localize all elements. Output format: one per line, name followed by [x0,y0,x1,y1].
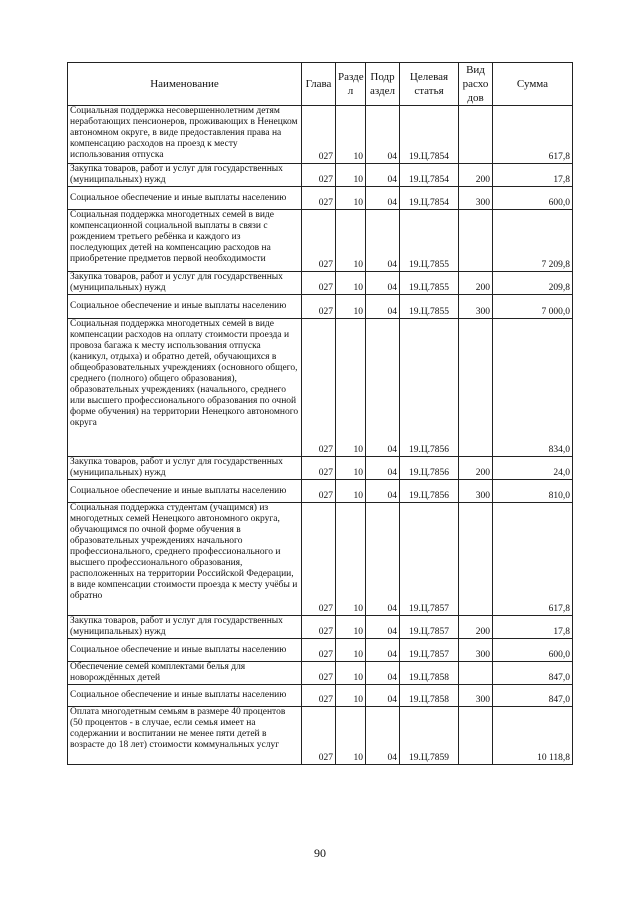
table-row [68,319,573,457]
cell-name: Оплата многодетным семьям в размере 40 процентов (50 процентов - в случае, если семья имеет на содержании и воспитании не менее пяти детей в возрасте до 18 лет) стоимости коммунальных услуг [68,707,302,765]
budget-table [67,62,573,765]
cell-article: 19.Ц.7855 [400,295,459,319]
header-subsection: Подр аздел [366,63,400,106]
table-row [68,503,573,616]
table-row [68,639,573,662]
cell-article: 19.Ц.7857 [400,503,459,616]
table-row [68,106,573,164]
cell-name: Социальная поддержка многодетных семей в виде компенсации расходов на оплату стоимости проезда и провоза багажа к месту использования отпуска (каникул, отдыха) и обратно детей, обучающихся в общеобразовательных учреждениях (основного общего, среднего (полного) общего образования), образовательных учреждениях (начального, среднего или высшего профессионального образования по очной форме обучения) на территории Ненецкого автономного округа [68,319,302,457]
cell-sum: 810,0 [493,480,573,503]
cell-kvr [459,210,493,272]
cell-name: Социальная поддержка многодетных семей в виде компенсационной социальной выплаты в связи с рождением третьего ребёнка и каждого из последующих детей на компенсацию расходов на приобретение предметов первой необходимости [68,210,302,272]
cell-section: 10 [336,457,366,480]
header-name: Наименование [68,63,302,106]
cell-chapter: 027 [302,187,336,210]
cell-subsection: 04 [366,639,400,662]
page-number: 90 [314,846,326,860]
cell-chapter: 027 [302,662,336,685]
table-row [68,210,573,272]
cell-kvr [459,106,493,164]
cell-kvr [459,503,493,616]
cell-subsection: 04 [366,480,400,503]
cell-sum: 209,8 [493,272,573,295]
cell-subsection: 04 [366,503,400,616]
cell-article: 19.Ц.7859 [400,707,459,765]
cell-chapter: 027 [302,272,336,295]
cell-chapter: 027 [302,319,336,457]
cell-section: 10 [336,106,366,164]
cell-article: 19.Ц.7855 [400,272,459,295]
cell-sum: 847,0 [493,685,573,707]
cell-kvr: 300 [459,685,493,707]
cell-section: 10 [336,272,366,295]
cell-sum: 600,0 [493,187,573,210]
cell-kvr [459,662,493,685]
cell-article: 19.Ц.7854 [400,187,459,210]
cell-name: Социальное обеспечение и иные выплаты населению [68,480,302,503]
cell-name: Социальная поддержка несовершеннолетним детям неработающих пенсионеров, проживающих в Ненецком автономном округе, в виде предоставления права на компенсацию расходов на проезд к месту использования отпуска [68,106,302,164]
cell-article: 19.Ц.7856 [400,480,459,503]
cell-chapter: 027 [302,210,336,272]
cell-section: 10 [336,319,366,457]
cell-sum: 17,8 [493,164,573,187]
cell-section: 10 [336,707,366,765]
cell-article: 19.Ц.7855 [400,210,459,272]
cell-subsection: 04 [366,210,400,272]
cell-name: Закупка товаров, работ и услуг для государственных (муниципальных) нужд [68,616,302,639]
cell-subsection: 04 [366,457,400,480]
cell-kvr: 300 [459,295,493,319]
header-sum: Сумма [493,63,573,106]
cell-subsection: 04 [366,319,400,457]
cell-chapter: 027 [302,457,336,480]
header-chapter: Глава [302,63,336,106]
cell-kvr [459,707,493,765]
table-row [68,662,573,685]
cell-kvr: 300 [459,480,493,503]
table-row [68,164,573,187]
header-row [68,63,573,106]
cell-section: 10 [336,164,366,187]
table-row [68,272,573,295]
cell-sum: 17,8 [493,616,573,639]
cell-kvr: 300 [459,639,493,662]
cell-name: Социальное обеспечение и иные выплаты населению [68,639,302,662]
cell-subsection: 04 [366,164,400,187]
cell-name: Закупка товаров, работ и услуг для государственных (муниципальных) нужд [68,457,302,480]
cell-section: 10 [336,480,366,503]
table-row [68,480,573,503]
cell-chapter: 027 [302,503,336,616]
table-row [68,707,573,765]
cell-section: 10 [336,295,366,319]
cell-chapter: 027 [302,164,336,187]
cell-article: 19.Ц.7857 [400,639,459,662]
table-body [68,106,573,765]
table-row [68,457,573,480]
cell-name: Социальное обеспечение и иные выплаты населению [68,685,302,707]
cell-section: 10 [336,685,366,707]
cell-sum: 617,8 [493,106,573,164]
cell-name: Обеспечение семей комплектами белья для новорождённых детей [68,662,302,685]
cell-kvr: 200 [459,164,493,187]
cell-subsection: 04 [366,187,400,210]
cell-name: Социальная поддержка студентам (учащимся) из многодетных семей Ненецкого автономного округа, обучающимся по очной форме обучения в образовательных учреждениях начального профессионального, среднего профессионального и высшего профессионального образования, расположенных на территории Российской Федерации, в виде компенсации стоимости проезда к месту учёбы и обратно [68,503,302,616]
cell-sum: 847,0 [493,662,573,685]
cell-section: 10 [336,662,366,685]
cell-article: 19.Ц.7856 [400,457,459,480]
cell-subsection: 04 [366,685,400,707]
cell-subsection: 04 [366,662,400,685]
cell-section: 10 [336,639,366,662]
cell-section: 10 [336,616,366,639]
header-section: Разде л [336,63,366,106]
cell-kvr: 200 [459,272,493,295]
cell-chapter: 027 [302,639,336,662]
cell-name: Закупка товаров, работ и услуг для государственных (муниципальных) нужд [68,272,302,295]
cell-chapter: 027 [302,106,336,164]
cell-section: 10 [336,210,366,272]
header-article: Целевая статья [400,63,459,106]
cell-name: Закупка товаров, работ и услуг для государственных (муниципальных) нужд [68,164,302,187]
cell-subsection: 04 [366,106,400,164]
cell-subsection: 04 [366,616,400,639]
cell-kvr: 200 [459,616,493,639]
cell-article: 19.Ц.7857 [400,616,459,639]
cell-sum: 600,0 [493,639,573,662]
cell-sum: 834,0 [493,319,573,457]
cell-sum: 7 209,8 [493,210,573,272]
cell-kvr: 300 [459,187,493,210]
cell-sum: 10 118,8 [493,707,573,765]
cell-name: Социальное обеспечение и иные выплаты населению [68,295,302,319]
table-header [68,63,573,106]
table-row [68,295,573,319]
cell-subsection: 04 [366,272,400,295]
table-row [68,187,573,210]
cell-kvr [459,319,493,457]
cell-chapter: 027 [302,616,336,639]
cell-chapter: 027 [302,707,336,765]
cell-kvr: 200 [459,457,493,480]
cell-sum: 617,8 [493,503,573,616]
cell-sum: 24,0 [493,457,573,480]
cell-section: 10 [336,503,366,616]
cell-article: 19.Ц.7854 [400,164,459,187]
cell-article: 19.Ц.7854 [400,106,459,164]
cell-article: 19.Ц.7858 [400,662,459,685]
table-row [68,616,573,639]
cell-article: 19.Ц.7856 [400,319,459,457]
cell-chapter: 027 [302,685,336,707]
cell-name: Социальное обеспечение и иные выплаты населению [68,187,302,210]
cell-article: 19.Ц.7858 [400,685,459,707]
cell-subsection: 04 [366,295,400,319]
cell-sum: 7 000,0 [493,295,573,319]
cell-section: 10 [336,187,366,210]
header-kvr: Вид расхо дов [459,63,493,106]
cell-chapter: 027 [302,295,336,319]
cell-chapter: 027 [302,480,336,503]
table-row [68,685,573,707]
cell-subsection: 04 [366,707,400,765]
